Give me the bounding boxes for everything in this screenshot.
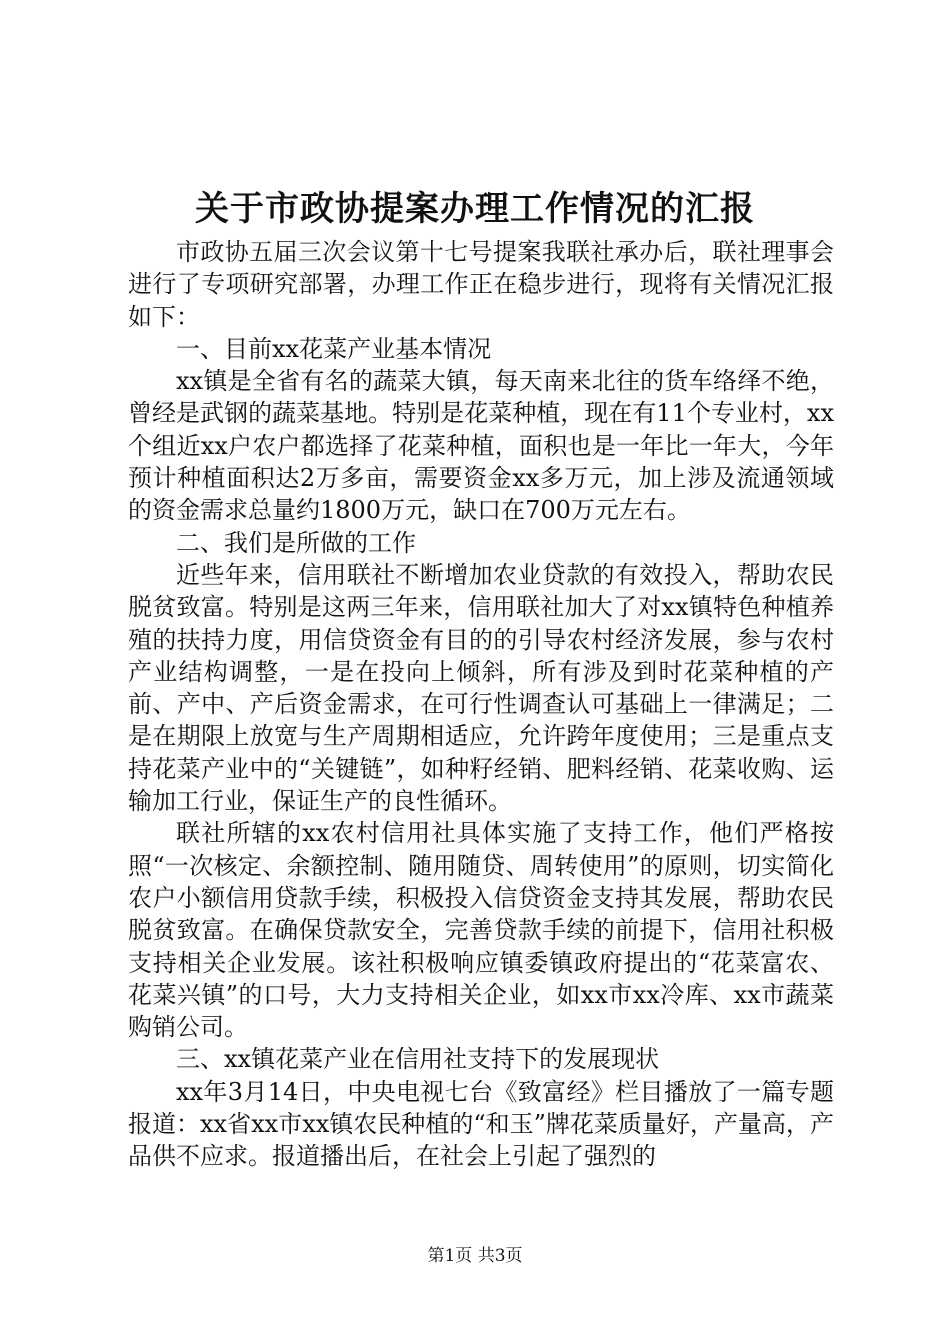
intro-paragraph: 市政协五届三次会议第十七号提案我联社承办后，联社理事会进行了专项研究部署，办理工作正在稳步进行，现将有关情况汇报如下： — [128, 238, 834, 331]
page-number-footer: 第1页 共3页 — [427, 1246, 523, 1266]
document-body — [128, 236, 834, 1173]
section-2-paragraph-1: 近些年来，信用联社不断增加农业贷款的有效投入，帮助农民脱贫致富。特别是这两三年来，信用联社加大了对xx镇特色种植养殖的扶持力度，用信贷资金有目的的引导农村经济发展，参与农村产业结构调整，一是在投向上倾斜，所有涉及到时花菜种植的产前、产中、产后资金需求，在可行性调查认可基础上一律满足；二是在期限上放宽与生产周期相适应，允许跨年度使用；三是重点支持花菜产业中的“关键链”，如种籽经销、肥料经销、花菜收购、运输加工行业，保证生产的良性循环。 — [128, 560, 834, 816]
section-heading-1: 一、目前xx花菜产业基本情况 — [176, 334, 492, 363]
section-1-paragraph: xx镇是全省有名的蔬菜大镇，每天南来北往的货车络绎不绝，曾经是武钢的蔬菜基地。特别是花菜种植，现在有11个专业村，xx个组近xx户农户都选择了花菜种植，面积也是一年比一年大，今年预计种植面积达2万多亩，需要资金xx多万元，加上涉及流通领域的资金需求总量约1800万元，缺口在700万元左右。 — [128, 367, 834, 525]
section-2-paragraph-2: 联社所辖的xx农村信用社具体实施了支持工作，他们严格按照“一次核定、余额控制、随用随贷、周转使用”的原则，切实简化农户小额信用贷款手续，积极投入信贷资金支持其发展，帮助农民脱贫致富。在确保贷款安全，完善贷款手续的前提下，信用社积极支持相关企业发展。该社积极响应镇委镇政府提出的“花菜富农、花菜兴镇”的口号，大力支持相关企业，如xx市xx冷库、xx市蔬菜购销公司。 — [128, 819, 834, 1042]
section-heading-2: 二、我们是所做的工作 — [176, 528, 416, 557]
section-3-paragraph: xx年3月14日，中央电视七台《致富经》栏目播放了一篇专题报道：xx省xx市xx镇农民种植的“和玉”牌花菜质量好，产量高，产品供不应求。报道播出后，在社会上引起了强烈的 — [128, 1077, 834, 1171]
document-title: 关于市政协提案办理工作情况的汇报 — [195, 189, 755, 229]
section-heading-3: 三、xx镇花菜产业在信用社支持下的发展现状 — [176, 1045, 660, 1074]
